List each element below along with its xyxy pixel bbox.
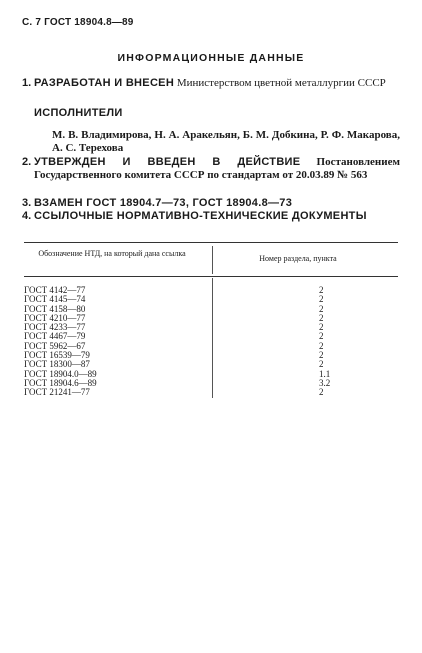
table-header-document: Обозначение НТД, на который дана ссылка [38, 249, 186, 258]
item-number: 4. [22, 210, 32, 222]
item-2 [22, 156, 400, 181]
doc-code: ГОСТ 4233—77 [24, 322, 86, 333]
section-ref: 2 [319, 340, 324, 351]
section-ref: 2 [319, 285, 324, 295]
item-caps: ВЗАМЕН ГОСТ 18904.7—73, ГОСТ 18904.8—73 [34, 197, 293, 209]
doc-code: ГОСТ 18904.6—89 [24, 377, 97, 388]
doc-code: ГОСТ 4145—74 [24, 294, 86, 305]
doc-code: ГОСТ 21241—77 [24, 387, 90, 398]
item-caps: ССЫЛОЧНЫЕ НОРМАТИВНО-ТЕХНИЧЕСКИЕ ДОКУМЕНТЫ [34, 210, 367, 222]
doc-code: ГОСТ 5962—67 [24, 340, 86, 351]
doc-code: ГОСТ 18300—87 [24, 359, 90, 370]
page-header: С. 7 ГОСТ 18904.8—89 [22, 17, 134, 28]
performers-list: М. В. Владимирова, Н. А. Аракельян, Б. М. Добкина, Р. Ф. Макарова, А. С. Терехова [52, 128, 400, 154]
table-top-rule [24, 242, 398, 243]
section-title: ИНФОРМАЦИОННЫЕ ДАННЫЕ [117, 52, 305, 64]
section-ref: 1.1 [319, 368, 331, 379]
section-ref: 3.2 [319, 377, 331, 388]
doc-code: ГОСТ 18904.0—89 [24, 368, 97, 379]
item-number: 3. [22, 197, 32, 209]
section-ref: 2 [319, 331, 324, 342]
performers-block [22, 107, 400, 155]
table-header-section: Номер раздела, пункта [259, 254, 337, 263]
item-3 [22, 197, 400, 210]
item-number: 1. [22, 77, 32, 89]
doc-code: ГОСТ 4210—77 [24, 312, 86, 323]
section-ref: 2 [319, 350, 324, 361]
doc-code: ГОСТ 4467—79 [24, 331, 86, 342]
item-number: 2. [22, 156, 32, 168]
performers-heading: ИСПОЛНИТЕЛИ [34, 107, 123, 119]
section-ref: 2 [319, 303, 324, 314]
doc-code: ГОСТ 4158—80 [24, 303, 86, 314]
item-text: Министерством цветной металлургии СССР [174, 77, 386, 89]
section-ref: 2 [319, 312, 324, 323]
table-row [24, 388, 398, 397]
reference-table [24, 286, 398, 398]
section-ref: 2 [319, 387, 324, 398]
item-1 [22, 77, 400, 90]
table-header-divider [212, 246, 213, 274]
item-4 [22, 210, 400, 223]
table-header-rule [24, 276, 398, 277]
section-ref: 2 [319, 294, 324, 305]
doc-code: ГОСТ 16539—79 [24, 350, 90, 361]
item-text: Постановлением Государственного комитета СССР по стандартам от 20.03.89 № 563 [34, 156, 400, 181]
item-caps: РАЗРАБОТАН И ВНЕСЕН [34, 77, 175, 89]
item-caps: УТВЕРЖДЕН И ВВЕДЕН В ДЕЙСТВИЕ [34, 156, 301, 168]
doc-code: ГОСТ 4142—77 [24, 285, 86, 295]
section-ref: 2 [319, 359, 324, 370]
section-ref: 2 [319, 322, 324, 333]
